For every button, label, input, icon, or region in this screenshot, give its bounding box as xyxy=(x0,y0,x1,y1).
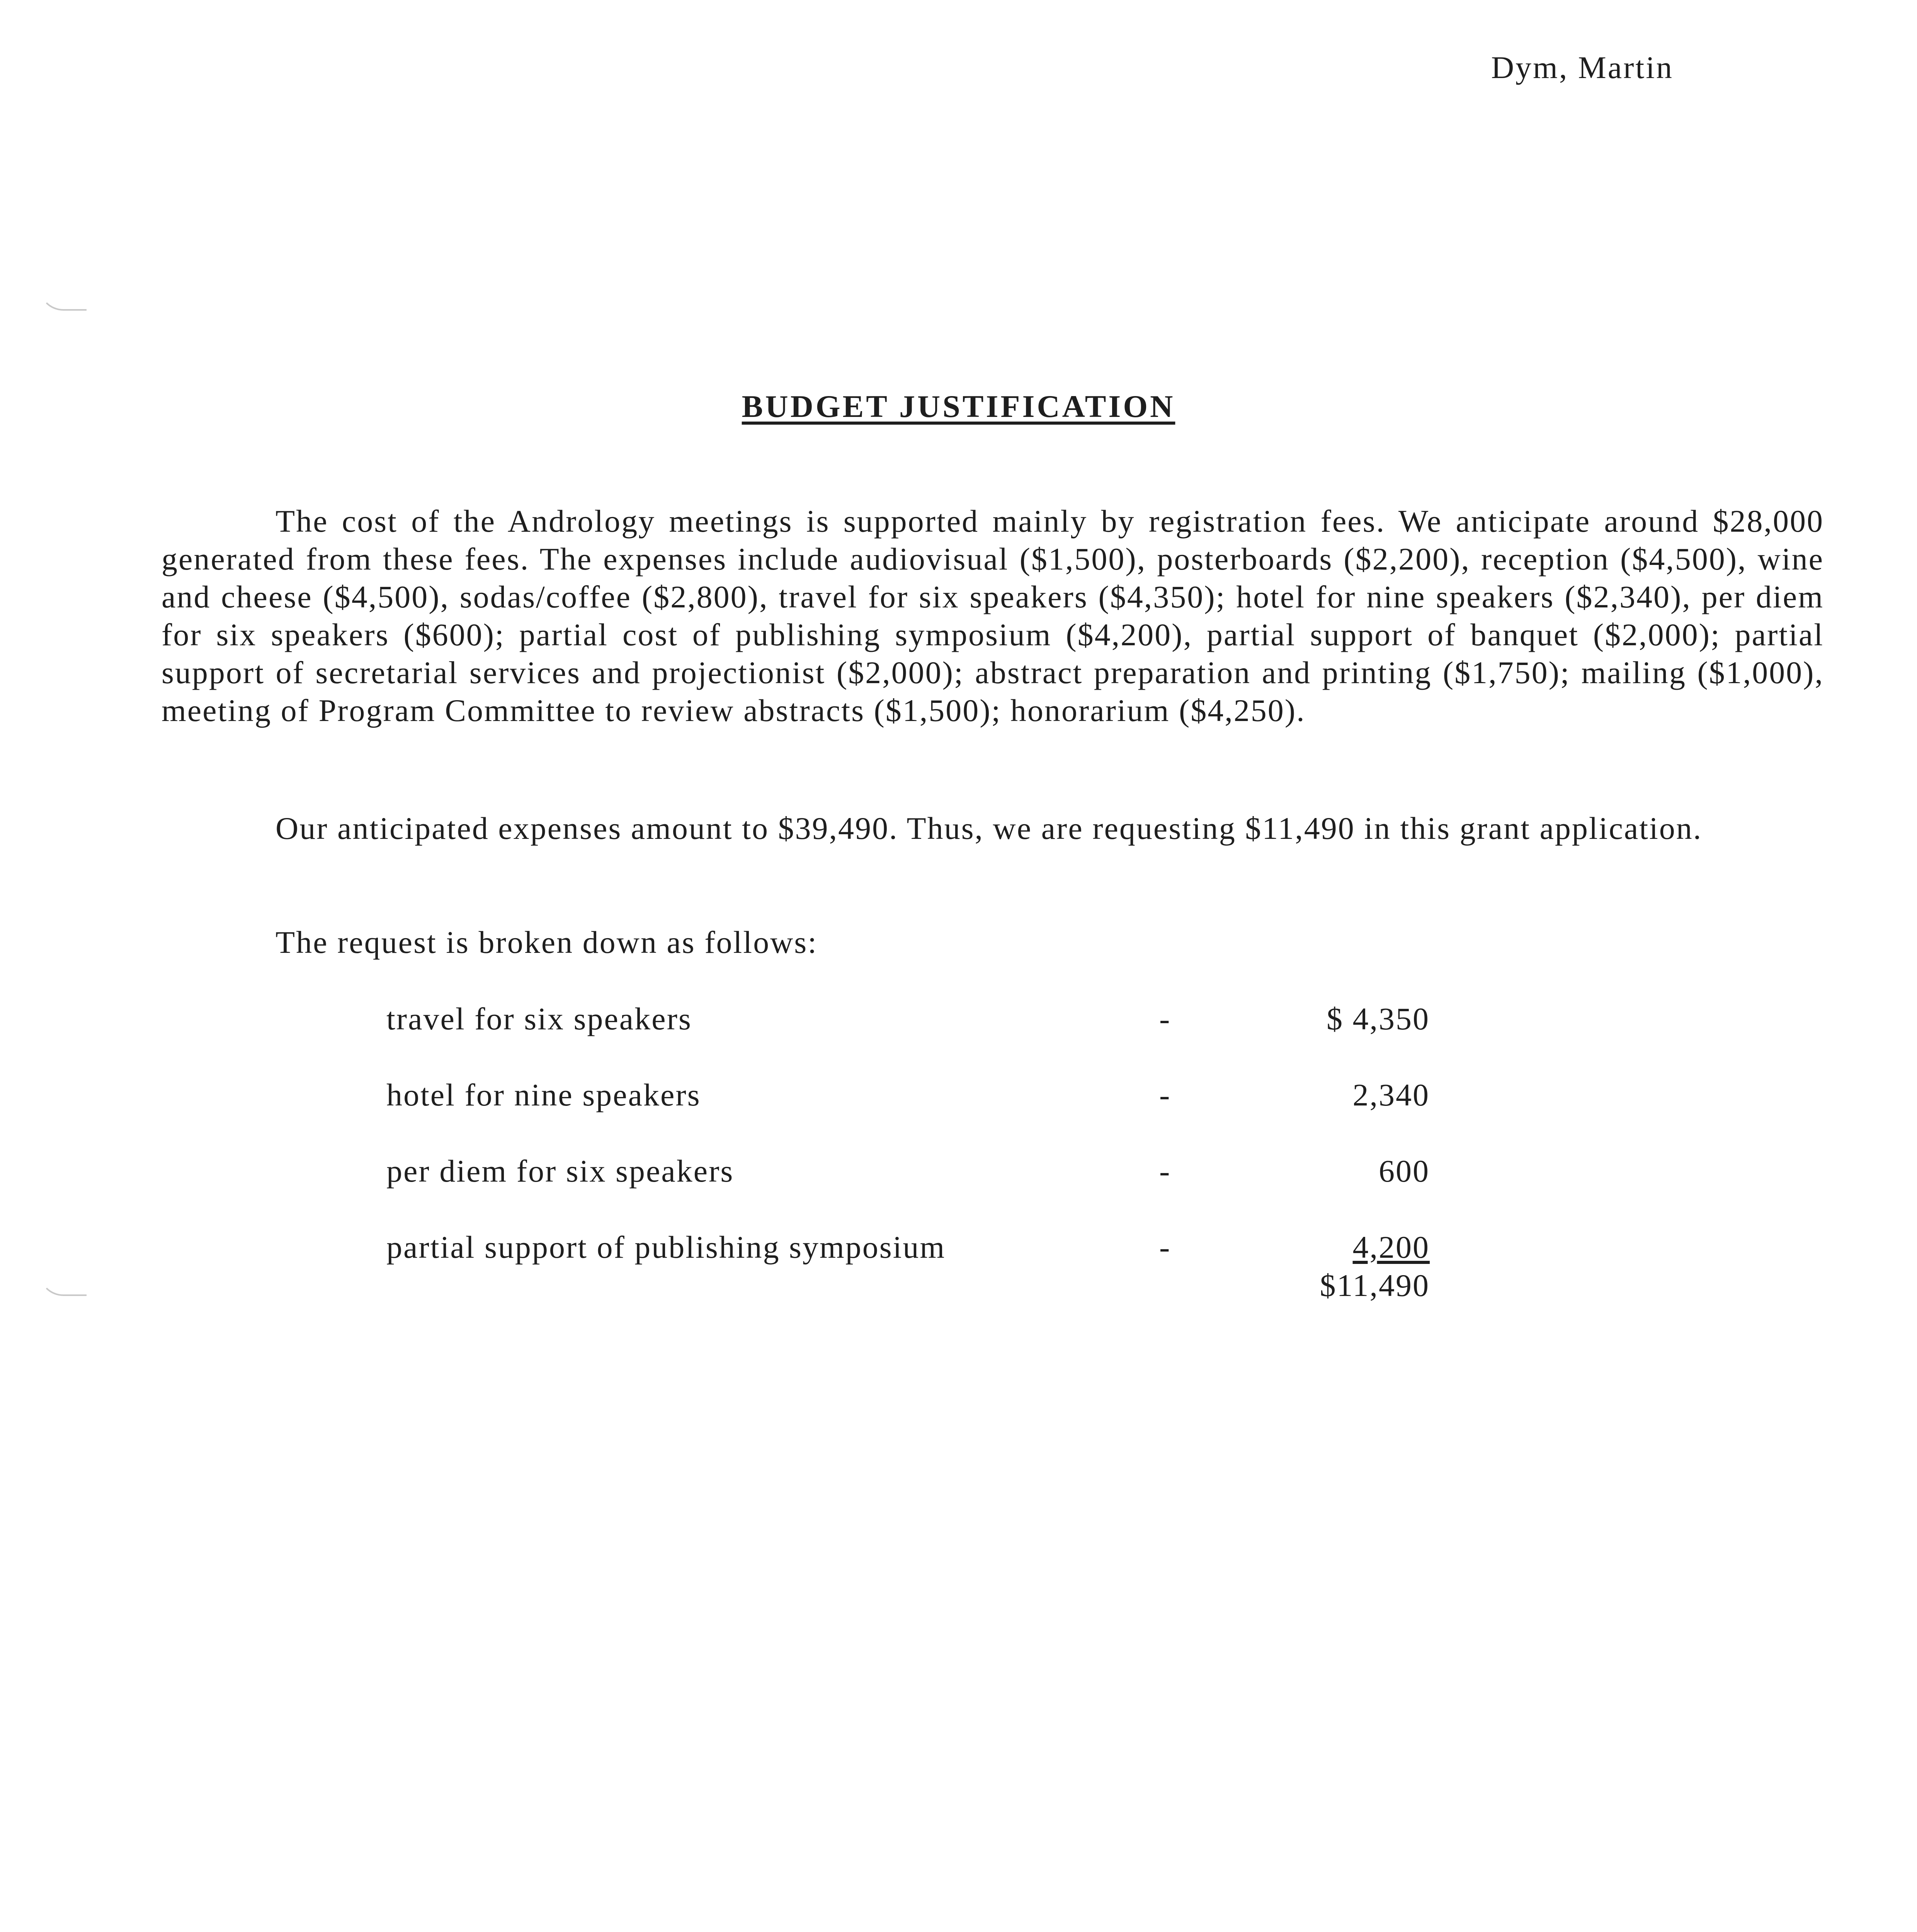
item-label: per diem for six speakers xyxy=(386,1153,734,1189)
scan-binding-mark xyxy=(39,1271,87,1296)
paragraph-expenses xyxy=(162,810,1824,847)
paragraph-request-intro xyxy=(162,923,1824,961)
item-label: hotel for nine speakers xyxy=(386,1077,701,1112)
paragraph-request-intro-text: The request is broken down as follows: xyxy=(276,925,818,960)
author-name-header: Dym, Martin xyxy=(1491,50,1674,85)
item-amount: $ 4,350 xyxy=(1327,1001,1430,1036)
page-title: BUDGET JUSTIFICATION xyxy=(742,389,1175,424)
item-amount: 2,340 xyxy=(1352,1077,1430,1112)
item-label: travel for six speakers xyxy=(386,1001,692,1036)
table-row xyxy=(386,1077,1430,1153)
item-amount: 4,200 xyxy=(1352,1230,1430,1265)
scan-binding-mark xyxy=(39,286,87,311)
item-label: partial support of publishing symposium xyxy=(386,1230,946,1265)
paragraph-cost-text: The cost of the Andrology meetings is supported mainly by registration fees. We anticipate around $28,000 generated from these fees. The expenses include audiovisual ($1,500), posterboards ($2,200), reception ($4,500), wine and cheese ($4,500), sodas/coffee ($2,800), travel for six speakers ($4,350); hotel for nine speakers ($2,340), per diem for six speakers ($600); partial cost of publishing symposium ($4,200), partial support of banquet ($2,000); partial support of secretarial services and projectionist ($2,000); abstract preparation and printing ($1,750); mailing ($1,000), meeting of Program Committee to review abstracts ($1,500); honorarium ($4,250). xyxy=(162,503,1824,728)
budget-total: $11,490 xyxy=(1320,1268,1430,1303)
table-row xyxy=(386,1229,1430,1305)
table-row xyxy=(386,1153,1430,1229)
item-dash: - xyxy=(1159,1153,1171,1189)
table-row xyxy=(386,1001,1430,1077)
item-dash: - xyxy=(1159,1001,1171,1036)
paragraph-cost xyxy=(162,502,1824,730)
item-dash: - xyxy=(1159,1077,1171,1112)
paragraph-expenses-text: Our anticipated expenses amount to $39,490. Thus, we are requesting $11,490 in this grant application. xyxy=(276,811,1703,846)
item-amount: 600 xyxy=(1379,1153,1430,1189)
item-dash: - xyxy=(1159,1230,1171,1265)
budget-breakdown-table xyxy=(386,1001,1430,1305)
